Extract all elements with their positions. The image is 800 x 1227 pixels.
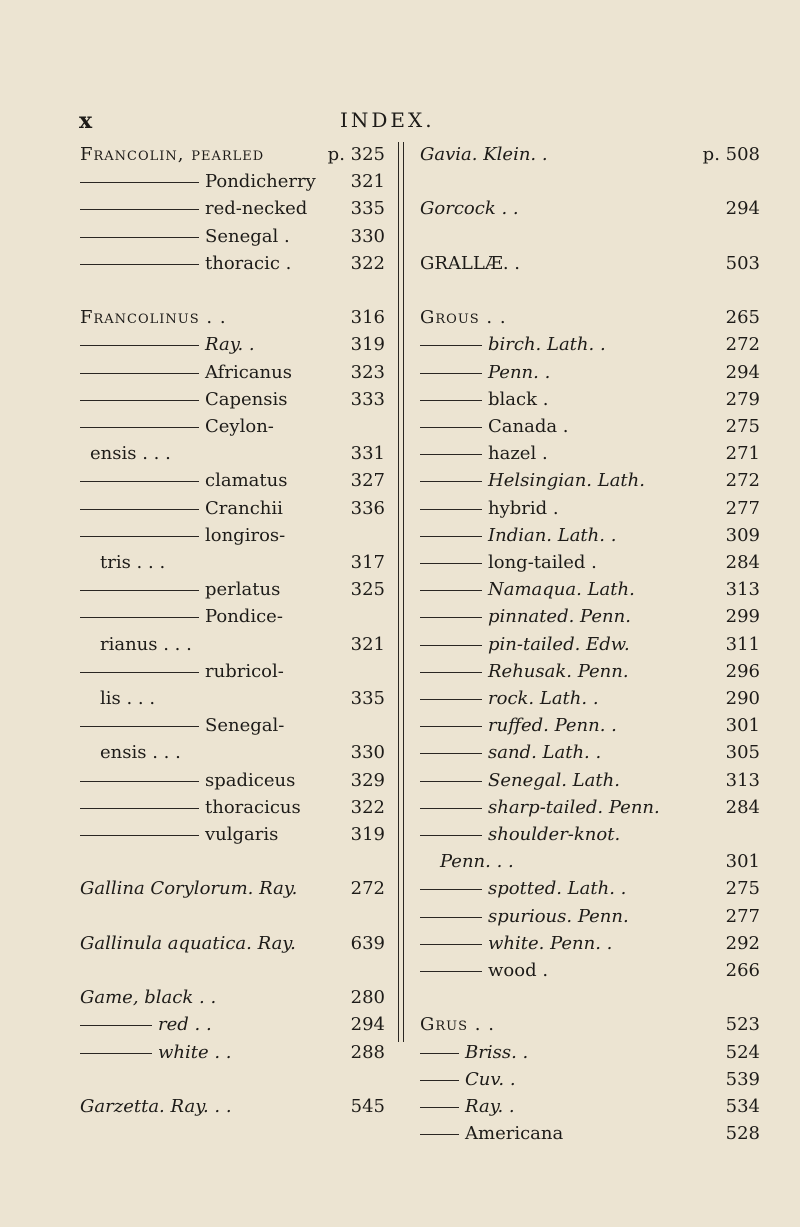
ditto-dash <box>80 536 199 537</box>
ditto-dash <box>80 264 199 265</box>
entry-page-number: 271 <box>725 443 760 465</box>
index-entry <box>420 142 760 168</box>
ditto-dash <box>420 835 482 836</box>
entry-term: ensis . . . <box>100 742 181 764</box>
index-entry <box>420 849 760 875</box>
entry-term: sharp-tailed. Penn. <box>488 796 660 818</box>
ditto-dash <box>80 726 199 727</box>
entry-term: rubricol- <box>205 660 284 682</box>
index-entry <box>420 904 760 930</box>
index-entry <box>420 496 760 522</box>
entry-page-number: 284 <box>725 796 760 818</box>
entry-term: red-necked <box>205 198 308 220</box>
index-entry <box>80 768 385 794</box>
ditto-dash <box>80 835 199 836</box>
entry-term: Africanus <box>205 361 292 383</box>
ditto-dash <box>80 427 199 428</box>
index-entry <box>420 169 760 195</box>
entry-term: Pondicherry <box>205 171 316 193</box>
entry-page-number: 292 <box>725 932 760 954</box>
entry-term: Gallina Corylorum. Ray. <box>80 878 298 900</box>
entry-page-number: 272 <box>725 334 760 356</box>
entry-term: clamatus <box>205 470 288 492</box>
index-entry <box>420 441 760 467</box>
index-entry <box>80 251 385 277</box>
ditto-dash <box>80 1025 152 1026</box>
entry-page-number: 311 <box>725 633 760 655</box>
index-entry <box>80 904 385 930</box>
entry-page-number: 319 <box>350 824 385 845</box>
entry-term: Grous . . <box>420 307 507 329</box>
index-entry <box>80 387 385 413</box>
ditto-dash <box>420 944 482 945</box>
ditto-dash <box>420 427 482 428</box>
index-entry <box>420 468 760 494</box>
entry-page-number: 280 <box>350 987 385 1009</box>
index-entry <box>80 604 385 630</box>
entry-page-number: 503 <box>725 252 760 274</box>
entry-page-number: 333 <box>350 388 385 410</box>
index-entry <box>80 577 385 603</box>
ditto-dash <box>420 400 482 401</box>
entry-term: thoracicus <box>205 796 301 818</box>
ditto-dash <box>420 699 482 700</box>
ditto-dash <box>80 237 199 238</box>
entry-page-number: 331 <box>350 443 385 465</box>
index-entry <box>420 1012 760 1038</box>
index-entry <box>420 196 760 222</box>
entry-page-number: 539 <box>725 1068 760 1090</box>
ditto-dash <box>420 889 482 890</box>
entry-term: perlatus <box>205 579 281 601</box>
index-entry <box>80 224 385 250</box>
entry-term: Gavia. Klein. . <box>420 144 548 165</box>
entry-term: Senegal . <box>205 225 290 247</box>
entry-term: GRALLÆ. . <box>420 252 521 274</box>
page-title: INDEX. <box>340 108 435 132</box>
entry-page-number: 275 <box>725 416 760 437</box>
entry-term: Ray. . <box>205 334 255 356</box>
index-entry <box>420 224 760 250</box>
index-entry <box>420 251 760 277</box>
index-entry <box>80 468 385 494</box>
index-entry <box>80 360 385 386</box>
index-entry <box>80 686 385 712</box>
index-entry <box>420 1094 760 1120</box>
entry-term: hybrid . <box>488 497 559 519</box>
entry-term: Game, black . . <box>80 987 217 1009</box>
entry-term: wood . <box>488 960 549 981</box>
entry-page-number: 639 <box>350 932 385 954</box>
index-entry <box>80 414 385 440</box>
entry-term: pinnated. Penn. <box>488 606 631 628</box>
ditto-dash <box>80 781 199 782</box>
entry-term: rock. Lath. . <box>488 688 599 709</box>
ditto-dash <box>80 209 199 210</box>
entry-page-number: 322 <box>350 252 385 274</box>
index-entry <box>80 985 385 1011</box>
entry-page-number: 309 <box>725 524 760 546</box>
ditto-dash <box>80 481 199 482</box>
entry-page-number: 316 <box>350 307 385 329</box>
index-entry <box>420 1040 760 1066</box>
entry-term: hazel . <box>488 443 548 465</box>
entry-page-number: 322 <box>350 796 385 818</box>
ditto-dash <box>80 345 199 346</box>
ditto-dash <box>420 917 482 918</box>
index-entry <box>80 169 385 195</box>
entry-term: Gorcock . . <box>420 198 519 220</box>
ditto-dash <box>420 753 482 754</box>
entry-page-number: 321 <box>350 633 385 655</box>
ditto-dash <box>80 373 199 374</box>
entry-term: Cuv. . <box>465 1068 516 1090</box>
ditto-dash <box>80 672 199 673</box>
entry-term: spurious. Penn. <box>488 905 629 927</box>
entry-page-number: 284 <box>725 552 760 573</box>
entry-term: Rehusak. Penn. <box>488 660 629 682</box>
ditto-dash <box>80 1053 152 1054</box>
ditto-dash <box>80 509 199 510</box>
index-entry <box>80 196 385 222</box>
entry-page-number: 317 <box>350 552 385 573</box>
ditto-dash <box>420 590 482 591</box>
ditto-dash <box>80 617 199 618</box>
entry-term: longiros- <box>205 524 286 546</box>
entry-page-number: 294 <box>725 198 760 220</box>
entry-page-number: 335 <box>350 198 385 220</box>
column-divider <box>398 142 404 1042</box>
entry-term: ruffed. Penn. . <box>488 715 617 737</box>
entry-page-number: 272 <box>725 470 760 492</box>
entry-term: Penn. . <box>488 361 551 383</box>
entry-page-number: 335 <box>350 688 385 709</box>
index-entry <box>80 1067 385 1093</box>
page-number-mark: x <box>79 108 93 134</box>
entry-term: rianus . . . <box>100 633 192 655</box>
entry-page-number: p. 508 <box>702 144 760 165</box>
entry-page-number: 313 <box>725 579 760 601</box>
entry-page-number: 336 <box>350 497 385 519</box>
entry-term: Capensis <box>205 388 288 410</box>
ditto-dash <box>420 971 482 972</box>
entry-term: Francolinus . . <box>80 307 227 329</box>
index-entry <box>420 958 760 984</box>
index-entry <box>80 142 385 168</box>
entry-term: birch. Lath. . <box>488 334 606 356</box>
entry-page-number: 288 <box>350 1041 385 1063</box>
entry-term: red . . <box>158 1014 212 1036</box>
entry-page-number: 294 <box>350 1014 385 1036</box>
index-entry <box>420 985 760 1011</box>
entry-page-number: 265 <box>725 307 760 329</box>
entry-page-number: 545 <box>350 1096 385 1117</box>
entry-page-number: 523 <box>725 1014 760 1036</box>
index-entry <box>80 659 385 685</box>
index-entry <box>80 1094 385 1120</box>
entry-term: Francolin, pearled <box>80 144 265 165</box>
ditto-dash <box>420 781 482 782</box>
index-entry <box>80 523 385 549</box>
entry-page-number: 323 <box>350 361 385 383</box>
index-entry <box>80 496 385 522</box>
index-entry <box>80 632 385 658</box>
index-entry <box>420 360 760 386</box>
entry-term: white. Penn. . <box>488 932 613 954</box>
entry-term: Senegal. Lath. <box>488 769 620 791</box>
entry-term: Americana <box>465 1123 564 1145</box>
index-entry <box>420 659 760 685</box>
entry-term: Pondice- <box>205 606 283 628</box>
index-entry <box>80 278 385 304</box>
index-entry <box>420 876 760 902</box>
index-entry <box>80 795 385 821</box>
ditto-dash <box>80 590 199 591</box>
entry-term: Ceylon- <box>205 416 274 437</box>
entry-term: Briss. . <box>465 1041 529 1063</box>
entry-term: shoulder-knot. <box>488 824 621 845</box>
ditto-dash <box>80 182 199 183</box>
entry-page-number: 325 <box>350 579 385 601</box>
entry-page-number: 319 <box>350 334 385 356</box>
entry-page-number: 330 <box>350 742 385 764</box>
index-entry <box>420 332 760 358</box>
ditto-dash <box>420 454 482 455</box>
entry-page-number: 299 <box>725 606 760 628</box>
entry-page-number: 534 <box>725 1096 760 1117</box>
entry-page-number: 313 <box>725 769 760 791</box>
ditto-dash <box>420 808 482 809</box>
entry-term: vulgaris <box>205 824 279 845</box>
entry-term: Penn. . . <box>440 851 514 873</box>
index-entry <box>420 604 760 630</box>
index-entry <box>420 414 760 440</box>
ditto-dash <box>420 1053 459 1054</box>
entry-page-number: 266 <box>725 960 760 981</box>
entry-page-number: 296 <box>725 660 760 682</box>
entry-page-number: 277 <box>725 905 760 927</box>
entry-page-number: 279 <box>725 388 760 410</box>
index-entry <box>420 686 760 712</box>
entry-term: Garzetta. Ray. . . <box>80 1096 232 1117</box>
entry-term: black . <box>488 388 549 410</box>
entry-term: spadiceus <box>205 769 296 791</box>
ditto-dash <box>420 509 482 510</box>
index-entry <box>420 931 760 957</box>
index-entry <box>80 1040 385 1066</box>
entry-page-number: 301 <box>725 715 760 737</box>
entry-term: white . . <box>158 1041 232 1063</box>
entry-page-number: 321 <box>350 171 385 193</box>
index-entry <box>420 305 760 331</box>
entry-term: Namaqua. Lath. <box>488 579 635 601</box>
index-entry <box>420 278 760 304</box>
ditto-dash <box>80 400 199 401</box>
entry-term: long-tailed . <box>488 552 597 573</box>
entry-term: pin-tailed. Edw. <box>488 633 630 655</box>
index-entry <box>420 577 760 603</box>
entry-term: ensis . . . <box>90 443 171 465</box>
index-entry <box>80 550 385 576</box>
ditto-dash <box>420 672 482 673</box>
index-entry <box>420 1067 760 1093</box>
index-entry <box>80 931 385 957</box>
ditto-dash <box>420 645 482 646</box>
entry-term: Indian. Lath. . <box>488 524 617 546</box>
ditto-dash <box>420 726 482 727</box>
entry-term: sand. Lath. . <box>488 742 602 764</box>
entry-page-number: 524 <box>725 1041 760 1063</box>
index-entry <box>420 713 760 739</box>
entry-term: Gallinula aquatica. Ray. <box>80 932 296 954</box>
index-entry <box>420 768 760 794</box>
index-entry <box>80 958 385 984</box>
entry-page-number: 301 <box>725 851 760 873</box>
entry-page-number: 305 <box>725 742 760 764</box>
entry-term: Grus . . <box>420 1014 495 1036</box>
entry-term: Helsingian. Lath. <box>488 470 645 492</box>
index-entry <box>80 441 385 467</box>
entry-page-number: 294 <box>725 361 760 383</box>
ditto-dash <box>420 345 482 346</box>
index-entry <box>80 713 385 739</box>
entry-page-number: 290 <box>725 688 760 709</box>
index-entry <box>80 876 385 902</box>
entry-page-number: 327 <box>350 470 385 492</box>
entry-term: thoracic . <box>205 252 292 274</box>
entry-page-number: 277 <box>725 497 760 519</box>
index-entry <box>420 795 760 821</box>
ditto-dash <box>420 536 482 537</box>
index-entry <box>80 332 385 358</box>
index-entry <box>80 1012 385 1038</box>
entry-term: tris . . . <box>100 552 166 573</box>
index-entry <box>420 632 760 658</box>
index-entry <box>80 740 385 766</box>
ditto-dash <box>420 1107 459 1108</box>
entry-term: Senegal- <box>205 715 285 737</box>
index-entry <box>420 550 760 576</box>
entry-page-number: 272 <box>350 878 385 900</box>
ditto-dash <box>420 563 482 564</box>
page-header <box>0 108 800 138</box>
ditto-dash <box>420 617 482 618</box>
index-entry <box>420 740 760 766</box>
ditto-dash <box>420 1134 459 1135</box>
index-entry <box>80 849 385 875</box>
ditto-dash <box>420 1080 459 1081</box>
entry-term: lis . . . <box>100 688 156 709</box>
index-entry <box>420 822 760 848</box>
ditto-dash <box>420 481 482 482</box>
entry-page-number: 329 <box>350 769 385 791</box>
entry-page-number: 330 <box>350 225 385 247</box>
entry-page-number: 528 <box>725 1123 760 1145</box>
ditto-dash <box>420 373 482 374</box>
index-entry <box>80 305 385 331</box>
entry-page-number: p. 325 <box>327 144 385 165</box>
index-entry <box>80 822 385 848</box>
entry-term: spotted. Lath. . <box>488 878 627 900</box>
entry-term: Cranchii <box>205 497 283 519</box>
entry-term: Canada . <box>488 416 569 437</box>
index-entry <box>420 1121 760 1147</box>
ditto-dash <box>80 808 199 809</box>
entry-page-number: 275 <box>725 878 760 900</box>
index-entry <box>420 523 760 549</box>
index-entry <box>420 387 760 413</box>
entry-term: Ray. . <box>465 1096 515 1117</box>
